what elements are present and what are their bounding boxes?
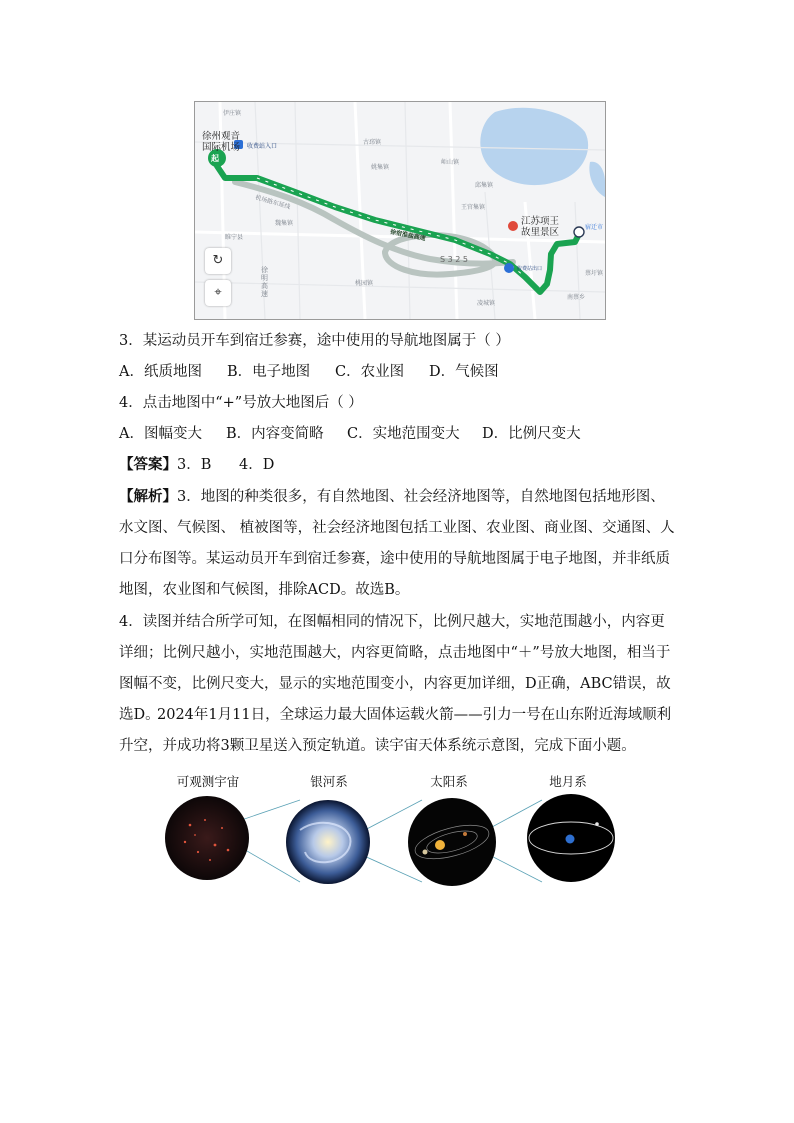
road-s325: S 3 2 5 <box>440 255 468 264</box>
analysis-text: 3．地图的种类很多，有自然地图、社会经济地图等，自然地图包括地形图、水文图、气候图、 植被图等，社会经济地图包括工业图、农业图、商业图、交通图、人口分布图等。某运动员开车到宿迁参赛，途中使用的导航地图属于电子地图，并非纸质地图，农业图和气候图，排除ACD。故选B。 <box>119 489 675 598</box>
start-badge: 起 <box>211 154 219 163</box>
toll-entry-label: 收费站入口 <box>247 143 278 150</box>
place-label: 王官集镇 <box>461 204 486 211</box>
east-ring-label: 机场路东延线 <box>254 194 292 211</box>
question-3: 3．某运动员开车到宿迁参赛，途中使用的导航地图属于（ ） <box>119 333 510 349</box>
question-4-options <box>119 424 581 444</box>
cosmos-label: 可观测宇宙 <box>176 774 240 789</box>
option: A．图幅变大 <box>119 426 202 442</box>
analysis-label: 【解析】 <box>119 488 177 505</box>
option: B．内容变简略 <box>226 426 324 442</box>
place-label: 蔡圩镇 <box>585 270 604 277</box>
answer-label: 【答案】 <box>119 456 177 473</box>
scenic-area-label: 江苏项王 故里景区 <box>521 216 560 238</box>
navigation-map[interactable] <box>194 101 606 320</box>
cosmos-label: 太阳系 <box>430 774 468 789</box>
cosmos-diagram <box>160 790 620 890</box>
place-label: 南蔡乡 <box>567 294 586 301</box>
map-canvas <box>195 102 605 319</box>
solar-system-image <box>408 798 496 886</box>
answer-text: 3．B 4．D <box>177 457 275 473</box>
option: B．电子地图 <box>227 364 311 380</box>
cosmos-label: 银河系 <box>310 774 348 789</box>
analysis-p1 <box>119 481 679 606</box>
option: A．纸质地图 <box>119 364 202 380</box>
refresh-icon[interactable]: ↻ <box>205 248 231 274</box>
place-label: 岠山镇 <box>441 159 460 166</box>
question-3-options <box>119 362 499 382</box>
place-label: 睢宁县 <box>225 234 244 241</box>
milky-way-image <box>286 800 370 884</box>
locate-icon[interactable]: ⌖ <box>205 280 231 306</box>
place-label: 魏集镇 <box>275 220 294 227</box>
start-airport-label: 徐州观音 国际机场 <box>202 131 241 153</box>
place-label: 伊庄镇 <box>223 110 242 117</box>
place-label: 姚集镇 <box>371 164 390 171</box>
place-label: 宿迁市 <box>585 224 604 231</box>
cosmos-label: 地月系 <box>549 774 587 789</box>
option: C．实地范围变大 <box>347 426 460 442</box>
observable-universe-image <box>165 796 249 880</box>
intro-paragraph: 2024年1月11日，全球运力最大固体运载火箭——引力一号在山东附近海域顺利升空，并成功将3颗卫星送入预定轨道。读宇宙天体系统示意图，完成下面小题。 <box>119 707 672 754</box>
place-label: 邱集镇 <box>475 182 494 189</box>
analysis-p2: 4．读图并结合所学可知，在图幅相同的情况下，比例尺越大，实地范围越小，内容更详细；比例尺越小，实地范围越大，内容更简略，点击地图中“＋”号放大地图，相当于图幅不变，比例尺变大，显示的实地范围变小，内容更加详细，D正确，ABC错误，故选D。 <box>119 614 671 723</box>
answer <box>119 455 274 475</box>
toll-exit-label: 收费站出口 <box>517 266 543 272</box>
highway-label: 徐宿淮盐高速 <box>389 228 427 243</box>
option: D．气候图 <box>429 364 499 380</box>
place-label: 凌城镇 <box>477 300 496 307</box>
option: C．农业图 <box>335 364 405 380</box>
road-xuming: 徐 明 高 速 <box>261 266 268 298</box>
place-label: 桃园镇 <box>355 280 374 287</box>
option: D．比例尺变大 <box>482 426 581 442</box>
place-label: 古邳镇 <box>363 139 382 146</box>
question-4: 4．点击地图中“+”号放大地图后（ ） <box>119 395 363 411</box>
